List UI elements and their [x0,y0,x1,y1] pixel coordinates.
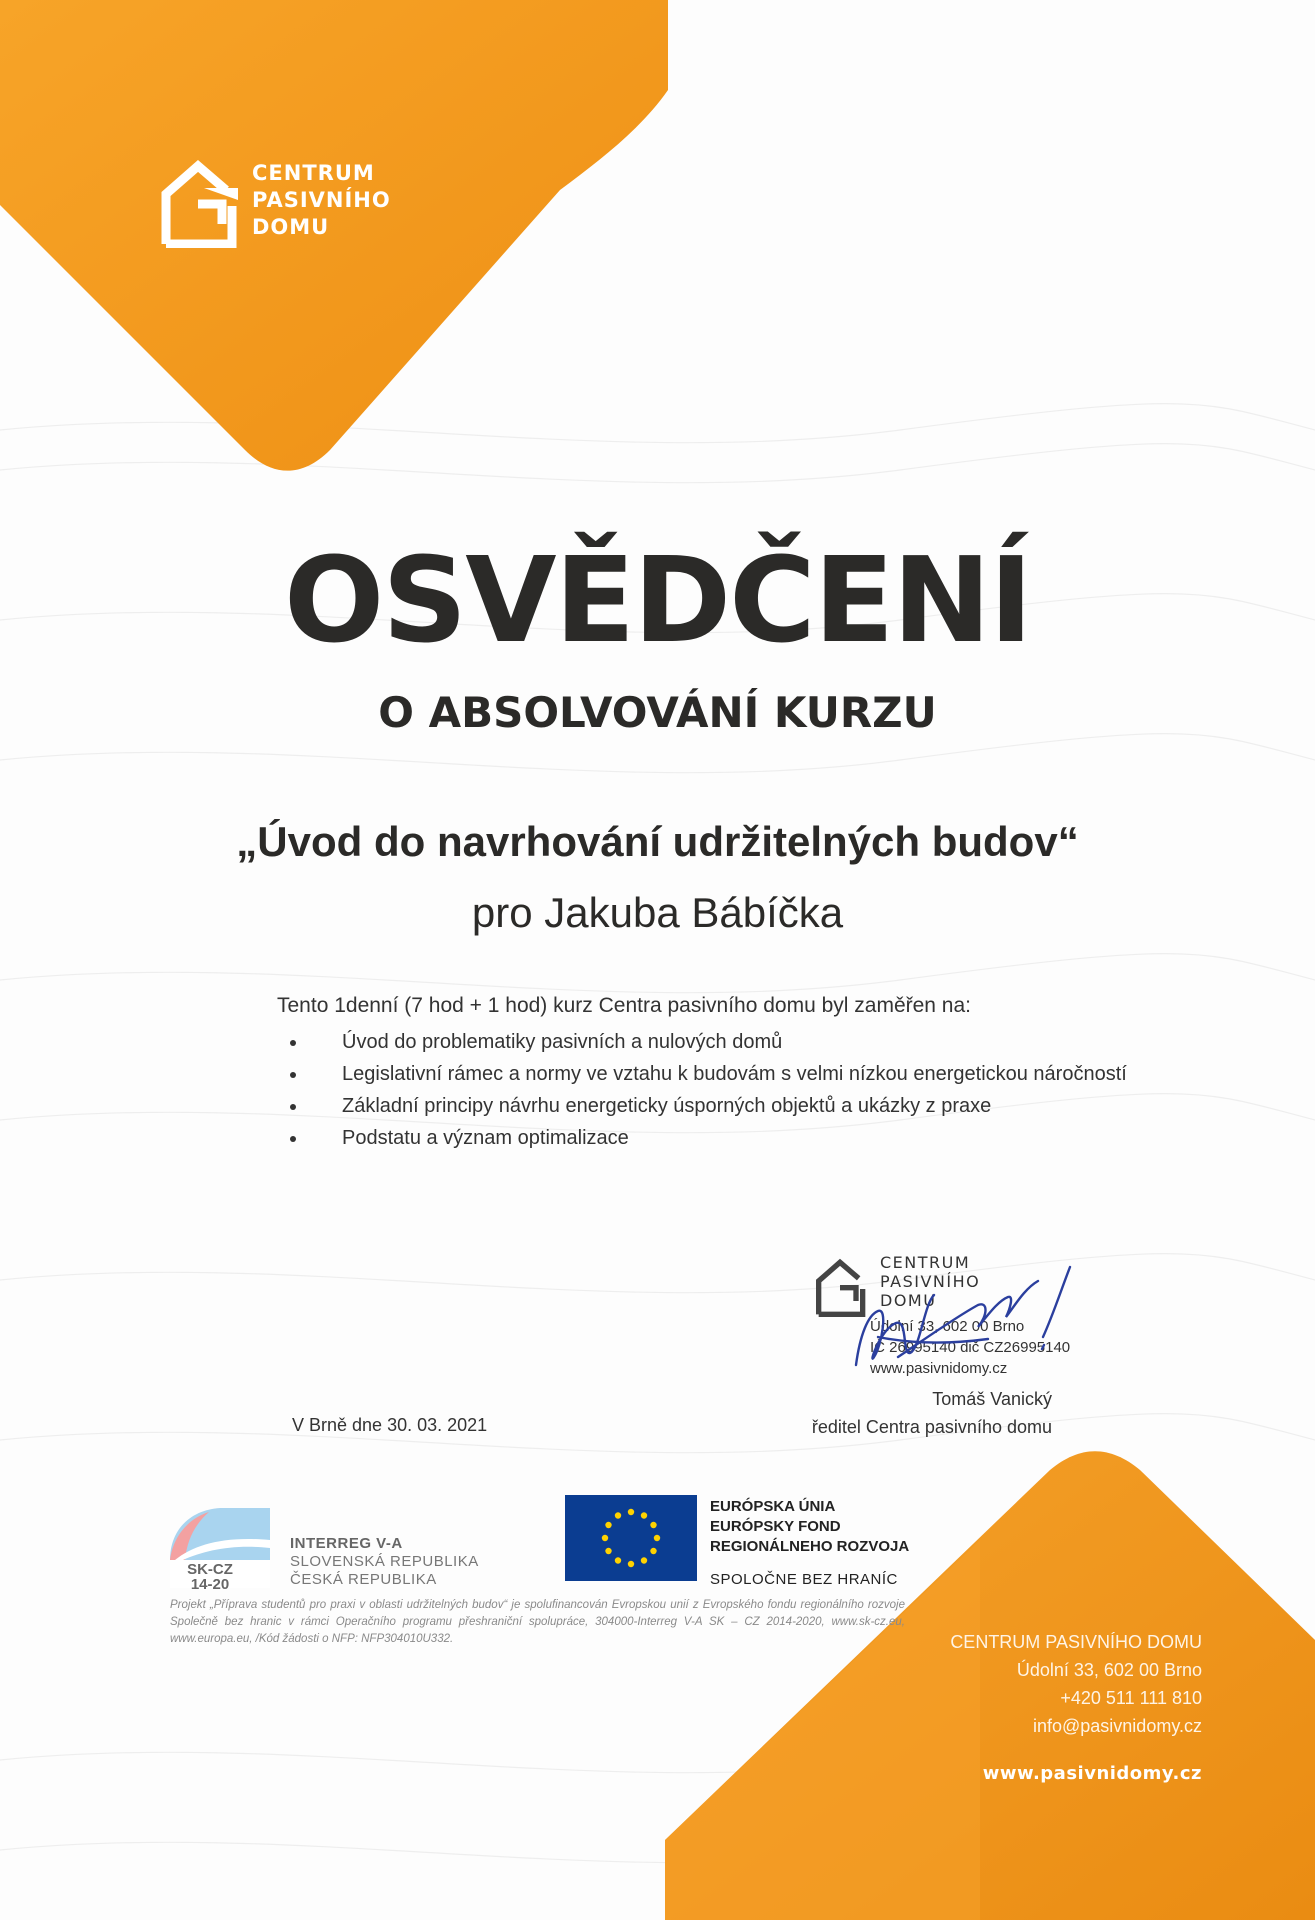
signer-role: ředitel Centra pasivního domu [811,1417,1052,1437]
certificate-title: OSVĚDČENÍ [283,531,1032,669]
eu-line-1: EURÓPSKA ÚNIA [710,1498,836,1515]
handwritten-signature [838,1245,1098,1385]
interreg-line-1: INTERREG V-A [290,1535,403,1552]
topic-text: Podstatu a význam optimalizace [342,1127,629,1149]
contact-block [880,1628,1202,1740]
stamp-name-line-3: DOMU [880,1291,937,1310]
eu-stars-icon [565,1495,697,1581]
certificate-subtitle: O ABSOLVOVÁNÍ KURZU [378,688,937,737]
contact-line-1: CENTRUM PASIVNÍHO DOMU [950,1632,1202,1652]
eu-flag [565,1495,697,1581]
bullet-icon [290,1072,296,1078]
course-intro: Tento 1denní (7 hod + 1 hod) kurz Centra pasivního domu byl zaměřen na: [277,994,972,1017]
list-item [290,1091,1127,1123]
list-item [290,1123,1127,1155]
interreg-badge-line-2: 14-20 [190,1576,230,1593]
bullet-icon [290,1104,296,1110]
house-arrow-logo-icon [160,158,242,248]
stamp-address-line-1: Údolní 33, 602 00 Brno [870,1318,1025,1335]
logo-line-1: CENTRUM [252,161,375,185]
contact-line-4: info@pasivnidomy.cz [1032,1716,1202,1736]
contact-line-3: +420 511 111 810 [1060,1688,1202,1708]
signer-block [760,1385,1052,1441]
bullet-icon [290,1040,296,1046]
eu-line-2: EURÓPSKY FOND [710,1518,841,1535]
recipient-name: pro Jakuba Bábíčka [471,889,844,936]
course-topics-list [290,1027,1127,1155]
interreg-badge-line-1: SK-CZ [187,1561,233,1578]
eu-fund-text [710,1497,909,1557]
stamp-name-line-1: CENTRUM [880,1253,971,1272]
stamp-address-line-3: www.pasivnidomy.cz [870,1360,1008,1377]
stamp-address-line-2: IČ 26995140 dič CZ26995140 [870,1339,1071,1356]
project-funding-note: Projekt „Příprava studentů pro praxi v oblasti udržitelných budov“ je spolufinancován Evropskou unií z Evropského fondu regionálního rozvoje Společně bez hranic v rámci Operačního programu přeshraniční spolupráce, 304000-Interreg V-A SK – CZ 2014-2020, www.sk-cz.eu, www.europa.eu, /Kód žádosti o NFP: NFP304010U332. [170,1599,905,1645]
logo-line-3: DOMU [252,215,330,239]
bullet-icon [290,1136,296,1142]
topic-text: Úvod do problematiky pasivních a nulových domů [342,1031,783,1053]
signer-name: Tomáš Vanický [932,1389,1052,1409]
list-item [290,1027,1127,1059]
interreg-line-3: ČESKÁ REPUBLIKA [290,1571,437,1588]
contact-line-2: Údolní 33, 602 00 Brno [1016,1660,1202,1680]
course-name: „Úvod do navrhování udržitelných budov“ [236,818,1079,865]
logo-wordmark [252,160,391,241]
place-and-date: V Brně dne 30. 03. 2021 [292,1415,488,1435]
interreg-logo [165,1500,275,1593]
topic-text: Legislativní rámec a normy ve vztahu k budovám s velmi nízkou energetickou náročností [342,1063,1127,1085]
centrum-pasivniho-domu-logo [160,158,460,258]
interreg-text [290,1535,479,1589]
eu-line-3: REGIONÁLNEHO ROZVOJA [710,1538,910,1555]
interreg-badge [175,1562,245,1592]
topic-text: Základní principy návrhu energeticky úsporných objektů a ukázky z praxe [342,1095,992,1117]
eu-motto: SPOLOČNE BEZ HRANÍC [710,1571,898,1588]
logo-line-2: PASIVNÍHO [252,188,391,212]
list-item [290,1059,1127,1091]
stamp-name-line-2: PASIVNÍHO [880,1272,981,1291]
interreg-line-2: SLOVENSKÁ REPUBLIKA [290,1553,479,1570]
website-url: www.pasivnidomy.cz [982,1763,1202,1784]
